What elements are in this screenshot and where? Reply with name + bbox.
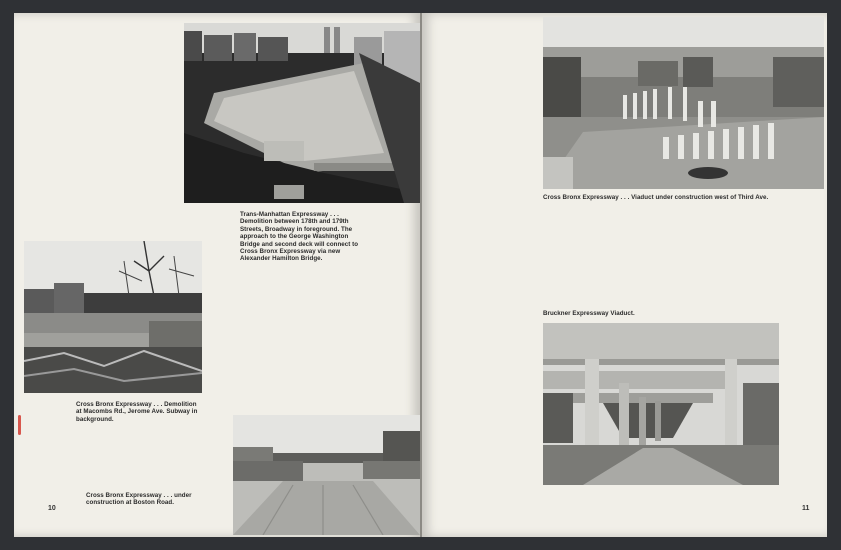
left-page: [14, 13, 420, 537]
book-spread: [14, 13, 827, 537]
photo-boston-road: [233, 415, 420, 535]
caption-boston-road: Cross Bronx Expressway . . . under construction at Boston Road.: [86, 492, 192, 507]
photo-bruckner: [543, 323, 779, 485]
photo-third-ave: [543, 17, 824, 189]
caption-trans-manhattan: Trans-Manhattan Expressway . . . Demolition between 178th and 179th Streets, Broadway in foreground. The approach to the George Washington Bridge and second deck will connect to Cross Bronx Expressway via new Alexander Hamilton Bridge.: [240, 211, 359, 263]
photo-trans-manhattan: [184, 23, 420, 203]
page-edge-mark: [18, 415, 21, 435]
right-page: [422, 13, 827, 537]
caption-macombs: Cross Bronx Expressway . . . Demolition at Macombs Rd., Jerome Ave. Subway in background.: [76, 401, 198, 423]
page-number-left: 10: [48, 505, 56, 512]
caption-third-ave: Cross Bronx Expressway . . . Viaduct under construction west of Third Ave.: [543, 194, 769, 201]
photo-macombs: [24, 241, 202, 393]
page-number-right: 11: [802, 505, 810, 512]
caption-bruckner: Bruckner Expressway Viaduct.: [543, 310, 635, 317]
